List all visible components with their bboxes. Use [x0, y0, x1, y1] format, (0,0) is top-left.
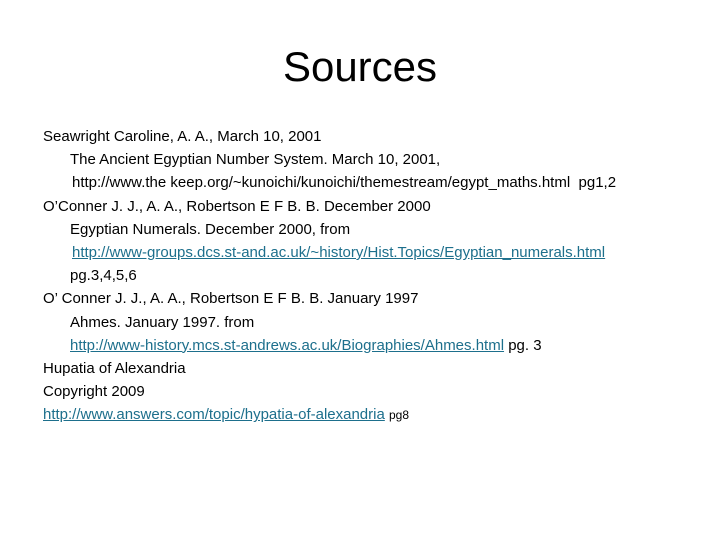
- source-2-pages: pg.3,4,5,6: [70, 267, 137, 285]
- source-1-pages: pg1,2: [578, 174, 617, 192]
- source-4-pages: pg8: [389, 408, 410, 423]
- sources-list: [43, 125, 713, 426]
- source-4-title: Hupatia of Alexandria: [43, 359, 186, 377]
- source-4-link[interactable]: http://www.answers.com/topic/hypatia-of-alexandria: [43, 406, 385, 424]
- source-3-pages: pg. 3: [508, 336, 542, 354]
- source-3-title: Ahmes. January 1997. from: [70, 313, 255, 331]
- source-1-author: Seawright Caroline, A. A., March 10, 2001: [43, 128, 322, 145]
- source-1-citation: [43, 171, 713, 194]
- source-4-citation: [43, 403, 713, 426]
- source-2-author: O’Conner J. J., A. A., Robertson E F B. B. December 2000: [43, 197, 431, 215]
- source-1-url: http://www.the keep.org/~kunoichi/kunoichi/themestream/egypt_maths.html: [72, 174, 571, 192]
- source-4-copyright: Copyright 2009: [43, 383, 145, 401]
- source-2-link[interactable]: http://www-groups.dcs.st-and.ac.uk/~history/Hist.Topics/Egyptian_numerals.html: [72, 243, 606, 261]
- source-2-title: Egyptian Numerals. December 2000, from: [70, 220, 351, 238]
- source-1-title: The Ancient Egyptian Number System. March 10, 2001,: [70, 151, 441, 169]
- source-3-author: O’ Conner J. J., A. A., Robertson E F B. B. January 1997: [43, 290, 419, 308]
- slide-title: Sources: [282, 43, 438, 90]
- source-3-link[interactable]: http://www-history.mcs.st-andrews.ac.uk/Biographies/Ahmes.html: [70, 336, 505, 354]
- source-3-citation: [43, 334, 713, 357]
